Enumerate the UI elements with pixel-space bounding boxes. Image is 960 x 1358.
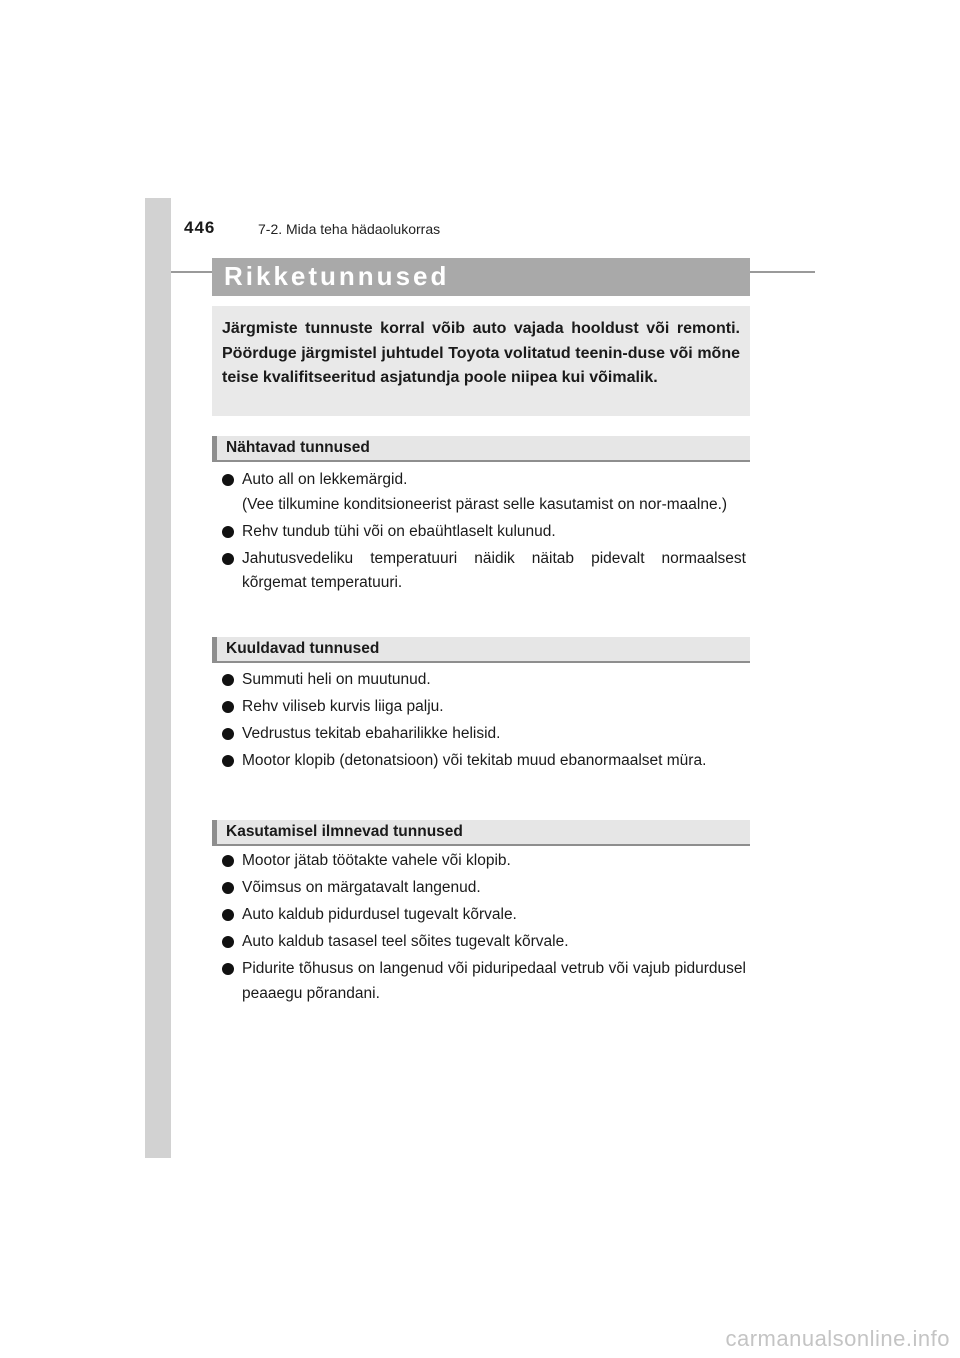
section-heading-label: Kasutamisel ilmnevad tunnused [226, 823, 463, 840]
list-item [222, 695, 746, 720]
list-item-text: Jahutusvedeliku temperatuuri näidik näitab pidevalt normaalsest kõrgemat temperatuuri. [242, 549, 746, 591]
intro-text: Järgmiste tunnuste korral võib auto vajada hooldust või remonti. Pöörduge järgmistel juhtudel Toyota volitatud teenin-duse või mõne teise kvalifitseeritud asjatundja poole niipea kui võimalik. [222, 320, 740, 386]
list-item-note: (Vee tilkumine konditsioneerist pärast selle kasutamist on nor-maalne.) [242, 495, 728, 513]
page-side-tab [145, 198, 171, 1158]
bullet-icon [222, 755, 234, 767]
list-item-text: Võimsus on märgatavalt langenud. [242, 879, 481, 896]
watermark-text: carmanualsonline.info [725, 1326, 950, 1351]
bullet-icon [222, 474, 234, 486]
bullet-icon [222, 882, 234, 894]
section-heading-visible [212, 436, 750, 462]
list-item [222, 520, 746, 545]
list-item-text: Auto kaldub pidurdusel tugevalt kõrvale. [242, 906, 517, 923]
list-item [222, 749, 746, 774]
list-item-text: Auto kaldub tasasel teel sõites tugevalt kõrvale. [242, 933, 569, 950]
list-item [222, 468, 746, 517]
list-item [222, 849, 746, 874]
bullet-icon [222, 674, 234, 686]
intro-box [212, 306, 750, 416]
section-heading-label: Kuuldavad tunnused [226, 640, 380, 657]
section-breadcrumb: 7-2. Mida teha hädaolukorras [258, 221, 441, 237]
audible-symptoms-list [222, 668, 746, 776]
list-item [222, 957, 746, 1006]
bullet-icon [222, 855, 234, 867]
visible-symptoms-list [222, 468, 746, 598]
list-item-text: Pidurite tõhusus on langenud või piduripedaal vetrub või vajub pidurdusel peaaegu põrandani. [242, 960, 746, 1002]
list-item-text: Rehv viliseb kurvis liiga palju. [242, 698, 444, 715]
bullet-icon [222, 728, 234, 740]
bullet-icon [222, 553, 234, 565]
list-item-text: Vedrustus tekitab ebaharilikke helisid. [242, 725, 501, 742]
title-banner [212, 258, 750, 296]
page-number: 446 [184, 218, 216, 237]
section-heading-operational [212, 820, 750, 846]
list-item [222, 547, 746, 596]
operational-symptoms-list [222, 849, 746, 1009]
bullet-icon [222, 526, 234, 538]
section-heading-audible [212, 637, 750, 663]
section-heading-label: Nähtavad tunnused [226, 439, 370, 456]
bullet-icon [222, 701, 234, 713]
list-item-text: Mootor klopib (detonatsioon) või tekitab muud ebanormaalset müra. [242, 752, 707, 769]
bullet-icon [222, 909, 234, 921]
list-item [222, 930, 746, 955]
list-item [222, 668, 746, 693]
list-item-text: Mootor jätab töötakte vahele või klopib. [242, 852, 511, 869]
list-item-text: Summuti heli on muutunud. [242, 671, 431, 688]
list-item-text: Auto all on lekkemärgid. [242, 471, 408, 488]
list-item [222, 876, 746, 901]
list-item [222, 722, 746, 747]
bullet-icon [222, 936, 234, 948]
list-item [222, 903, 746, 928]
page-title: Rikketunnused [224, 261, 450, 291]
list-item-text: Rehv tundub tühi või on ebaühtlaselt kulunud. [242, 522, 556, 540]
bullet-icon [222, 963, 234, 975]
